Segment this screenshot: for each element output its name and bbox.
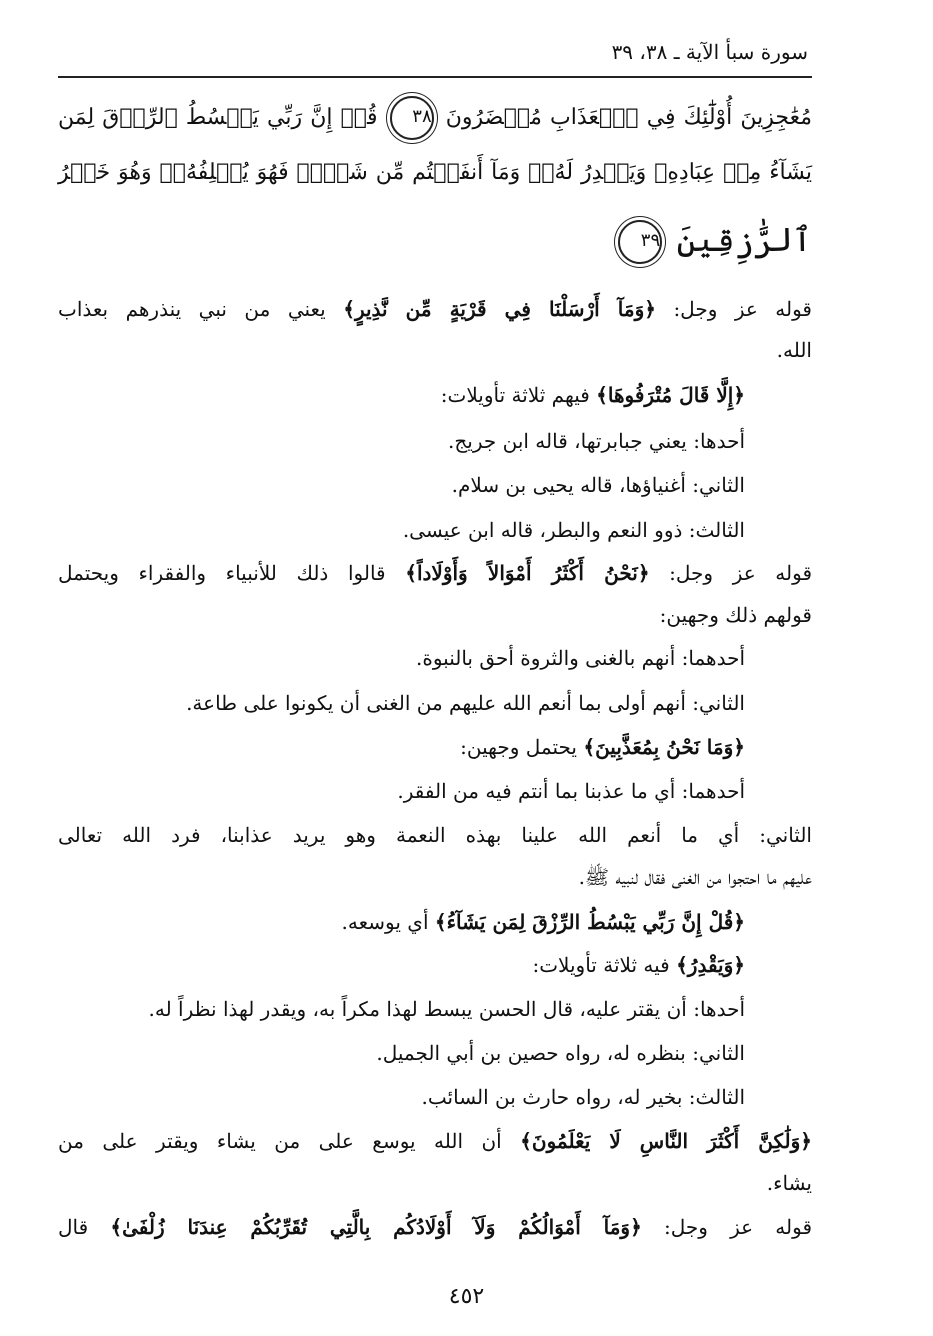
line-text: الثاني: أنهم أولى بما أنعم الله عليهم من الغنى أن يكونوا على طاعة.	[186, 691, 745, 715]
quran-text: يَشَآءُ مِنۡ عِبَادِهِۦ وَيَقۡدِرُ لَهُۥۚ وَمَآ أَنفَقۡتُم مِّن شَيۡءٖ فَهُوَ يُخۡلِفُهُۥۖ وَهُوَ خَيۡرُ	[58, 160, 812, 185]
line-text: يعني من نبي ينذرهم بعذاب	[58, 297, 344, 321]
line-text: قوله عز وجل:	[655, 297, 812, 321]
quran-quote: ﴿قُلْ إِنَّ رَبِّي يَبْسُطُ الرِّزْقَ لِمَن يَشَآءُ﴾	[434, 910, 745, 934]
line-text: فيهم ثلاثة تأويلات:	[440, 383, 597, 407]
quran-text: مُعَٰجِزِينَ أُوْلَٰٓئِكَ فِي ٱلۡعَذَابِ مُحۡضَرُونَ	[445, 105, 812, 130]
line-text: يشاء.	[766, 1171, 812, 1195]
line-text: أي يوسعه.	[341, 910, 435, 934]
commentary-line	[58, 820, 812, 850]
line-text: الثالث: ذوو النعم والبطر، قاله ابن عيسى.	[402, 518, 745, 542]
quran-quote: ﴿وَمَآ أَرْسَلْنَا فِي قَرْيَةٍ مِّن نَّذِيرٍ﴾	[343, 297, 656, 321]
commentary-line	[532, 950, 745, 980]
quran-quote: ﴿إِلَّا قَالَ مُتْرَفُوهَا﴾	[596, 383, 745, 407]
commentary-line	[452, 470, 745, 500]
commentary-line	[397, 776, 745, 806]
line-text: قولهم ذلك وجهين:	[659, 603, 812, 627]
line-text: الثاني: أغنياؤها، قاله يحيى بن سلام.	[451, 473, 745, 497]
quran-quote: ﴿وَمَآ أَمْوَالُكُمْ وَلَآ أَوْلَادُكُم بِالَّتِي تُقَرِّبُكُمْ عِندَنَا زُلْفَىٰ﴾	[110, 1215, 642, 1239]
verse-marker-39: ٣٩	[618, 220, 662, 264]
commentary-line	[441, 380, 745, 410]
line-text: الثاني: أي ما أنعم الله علينا بهذه النعمة وهو يريد عذابنا، فرد الله تعالى	[58, 823, 812, 847]
line-text: الثالث: بخير له، رواه حارث بن السائب.	[421, 1085, 745, 1109]
line-text: قالوا ذلك للأنبياء والفقراء ويحتمل	[58, 561, 406, 585]
line-text: أن الله يوسع على من يشاء ويقتر على من	[58, 1129, 521, 1153]
header-title: سورة سبأ الآية ـ ٣٨، ٣٩	[611, 40, 808, 64]
commentary-line	[58, 1212, 812, 1242]
line-text: يحتمل وجهين:	[460, 735, 584, 759]
commentary-line	[777, 335, 812, 365]
commentary-line	[660, 600, 812, 630]
commentary-line	[376, 1038, 745, 1068]
commentary-line	[58, 294, 812, 324]
line-text: الثاني: بنظره له، رواه حصين بن أبي الجميل.	[376, 1041, 745, 1065]
page-number: ٤٥٢	[448, 1284, 485, 1309]
line-text: فيه ثلاثة تأويلات:	[532, 953, 677, 977]
quran-verse-line-1	[58, 96, 812, 140]
line-text: الله.	[776, 338, 812, 362]
commentary-line	[460, 732, 745, 762]
quran-quote: ﴿نَحْنُ أَكْثَرُ أَمْوَالاً وَأَوْلَاداً﴾	[405, 561, 650, 585]
quran-quote: ﴿وَلَٰكِنَّ أَكْثَرَ النَّاسِ لَا يَعْلَمُونَ﴾	[520, 1129, 812, 1153]
line-text: أحدهما: أي ما عذبنا بما أنتم فيه من الفقر.	[397, 779, 745, 803]
quran-quote: ﴿وَمَا نَحْنُ بِمُعَذَّبِينَ﴾	[583, 735, 745, 759]
commentary-line	[58, 1126, 812, 1156]
line-text: أحدها: يعني جبابرتها، قاله ابن جريج.	[448, 429, 745, 453]
line-text: قال	[58, 1215, 111, 1239]
commentary-line	[579, 862, 812, 892]
commentary-line	[186, 688, 745, 718]
line-text: عليهم ما احتجوا من الغنى فقال لنبيه ﷺ.	[578, 865, 812, 889]
quran-verse-line-3	[58, 220, 812, 264]
commentary-line	[448, 426, 745, 456]
running-header	[58, 34, 812, 78]
commentary-line	[342, 907, 745, 937]
line-text: أحدها: أن يقتر عليه، قال الحسن يبسط لهذا مكراً به، ويقدر لهذا نظراً له.	[148, 997, 745, 1021]
commentary-line	[58, 558, 812, 588]
quran-verse-line-2	[58, 160, 812, 185]
verse-marker-38: ٣٨	[390, 96, 434, 140]
quran-text: قُلۡ إِنَّ رَبِّي يَبۡسُطُ ٱلرِّزۡقَ لِمَن	[58, 105, 378, 130]
commentary-line	[416, 643, 745, 673]
line-text: قوله عز وجل:	[641, 1215, 813, 1239]
quran-quote: ﴿وَيَقْدِرُ﴾	[676, 953, 745, 977]
line-text: قوله عز وجل:	[649, 561, 813, 585]
commentary-line	[403, 515, 745, 545]
line-text: أحدهما: أنهم بالغنى والثروة أحق بالنبوة.	[415, 646, 745, 670]
commentary-line	[148, 994, 745, 1024]
commentary-line	[422, 1082, 745, 1112]
commentary-line	[767, 1168, 812, 1198]
quran-text: ٱلرَّٰزِقِينَ	[676, 220, 812, 259]
